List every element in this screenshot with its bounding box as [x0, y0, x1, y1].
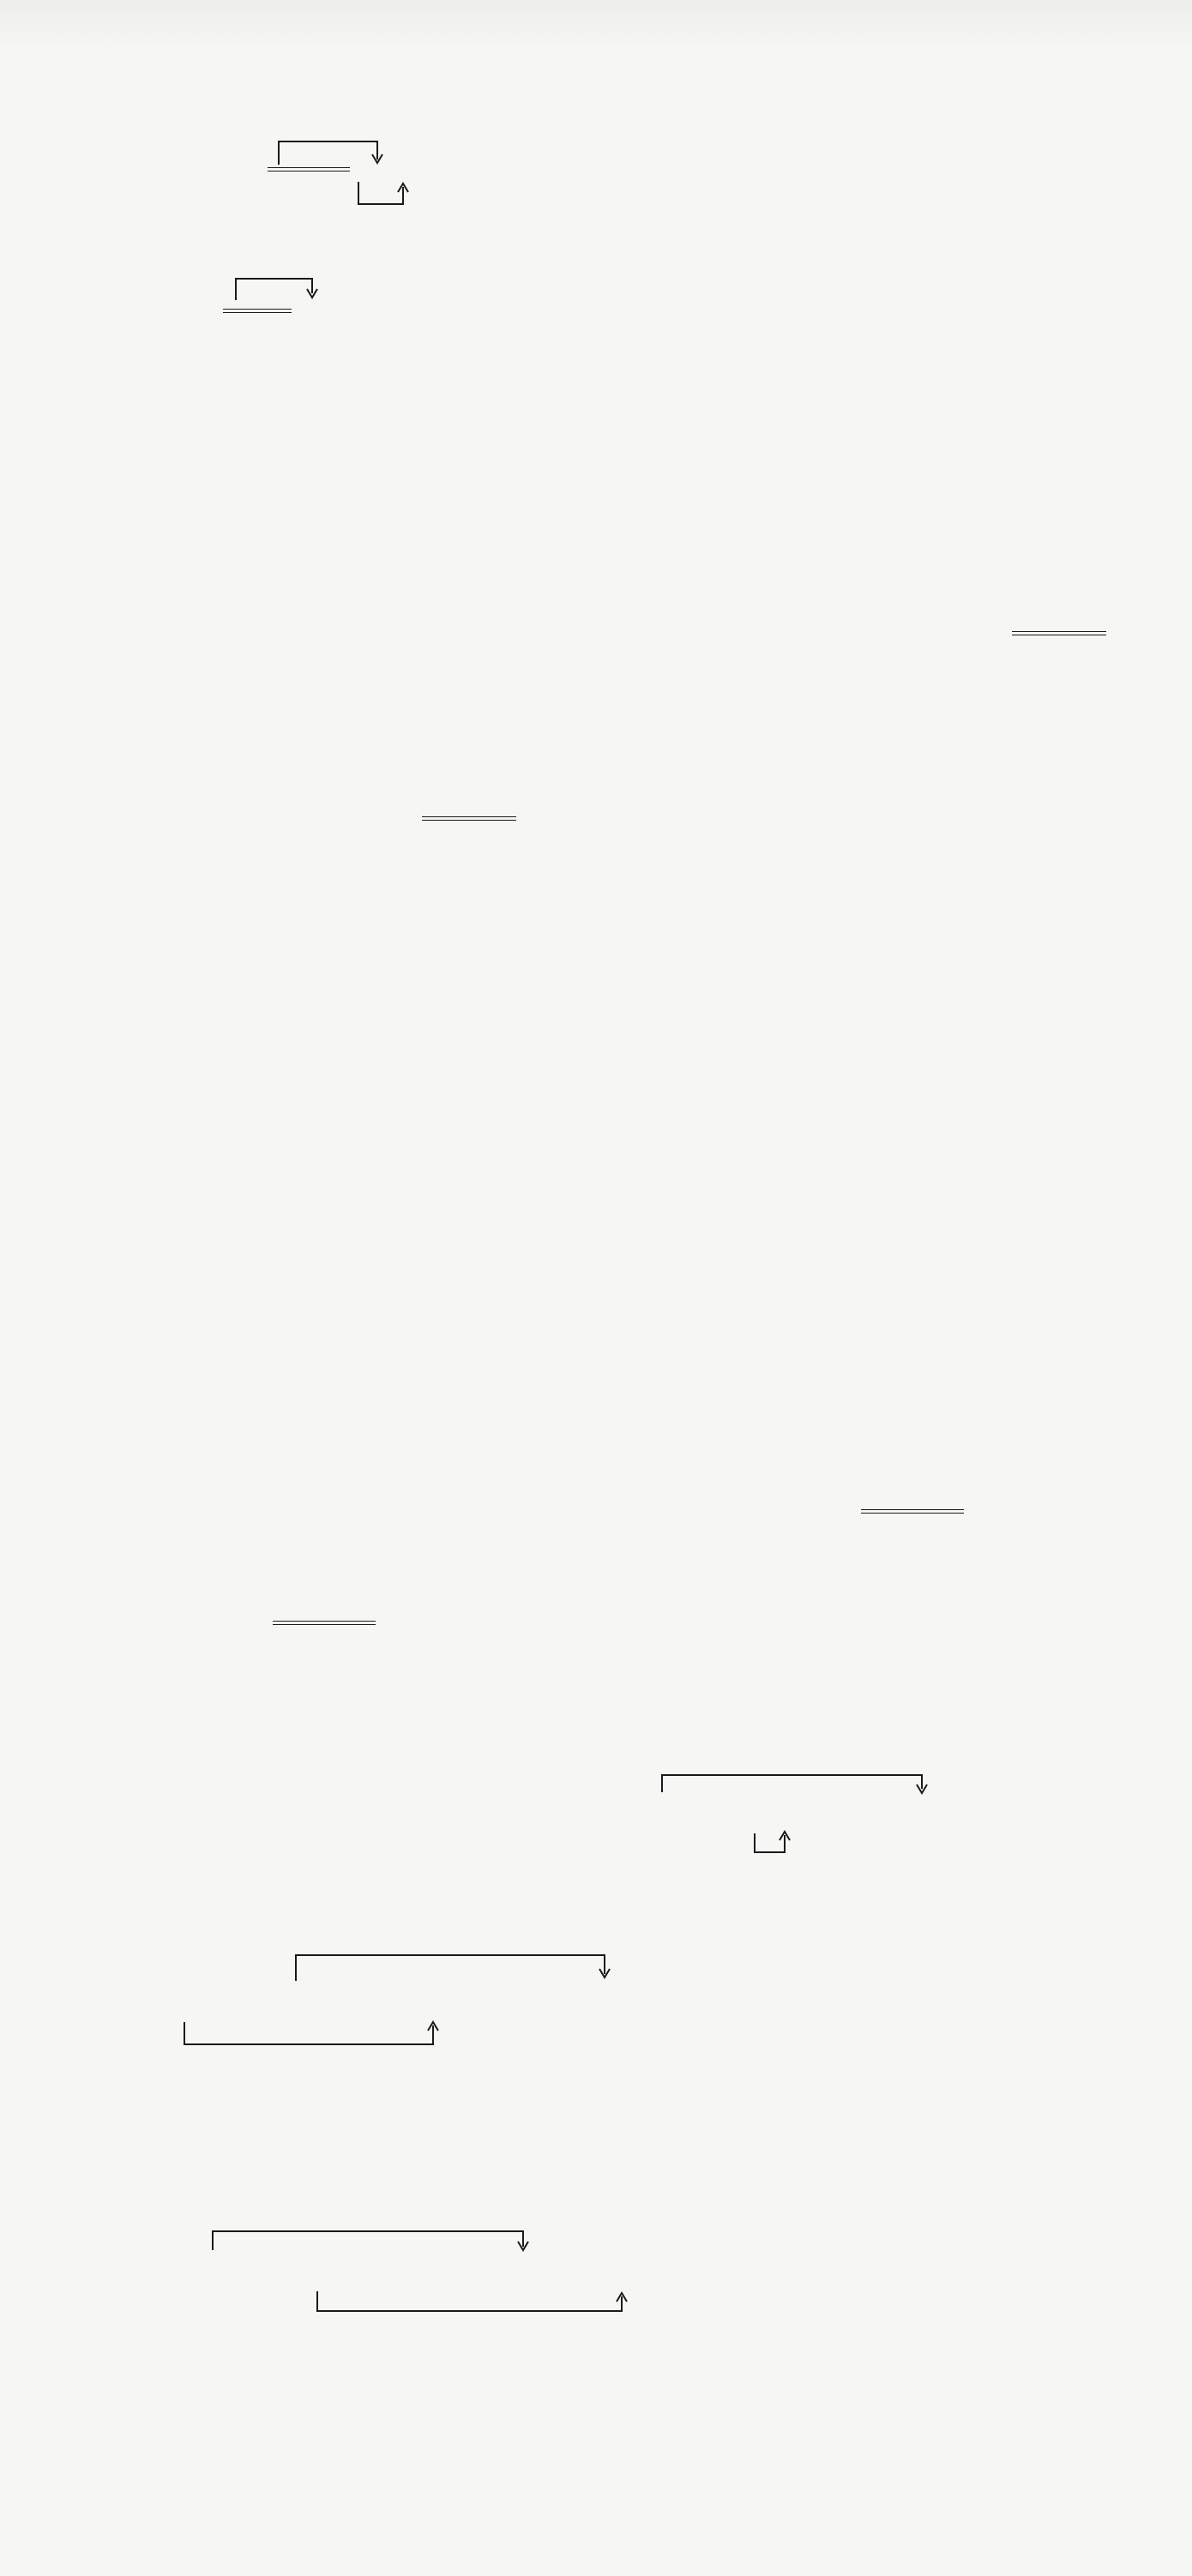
q8-condition-743k: [422, 816, 516, 838]
q14-condition-2: [273, 1621, 376, 1642]
q8-condition: [1012, 631, 1106, 635]
q14-condition: [861, 1509, 964, 1531]
q5-equation-2: [223, 292, 292, 330]
q5-equation-1: [268, 154, 350, 189]
